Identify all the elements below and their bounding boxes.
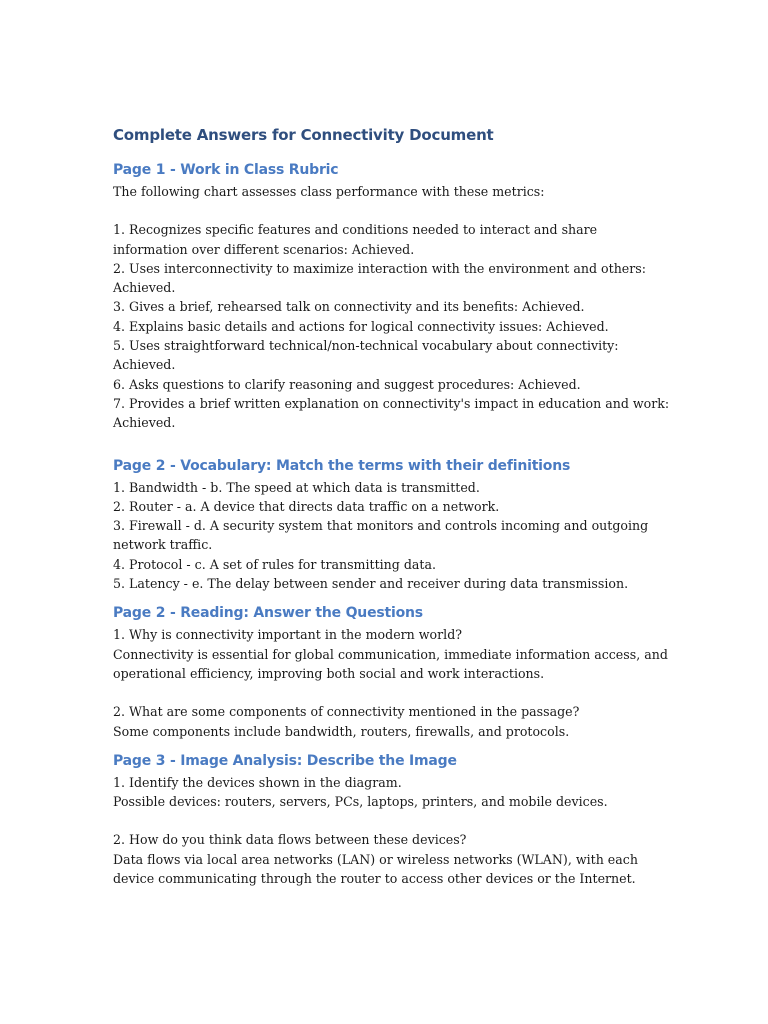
section-heading-reading: Page 2 - Reading: Answer the Questions xyxy=(113,605,423,622)
rubric-item: 7. Provides a brief written explanation on connectivity's impact in education and work: Achieved. xyxy=(113,395,670,431)
section-heading-rubric: Page 1 - Work in Class Rubric xyxy=(113,162,339,178)
section-vocabulary xyxy=(113,456,673,594)
reading-question: 1. Why is connectivity important in the modern world? xyxy=(113,627,463,643)
reading-answer: Connectivity is essential for global communication, immediate information access, and operational efficiency, improving both social and work interactions. xyxy=(113,646,668,681)
paragraph-gap xyxy=(113,811,673,830)
section-rubric xyxy=(113,160,673,433)
vocabulary-item: 2. Router - a. A device that directs data traffic on a network. xyxy=(113,498,500,514)
rubric-item: 6. Asks questions to clarify reasoning and suggest procedures: Achieved. xyxy=(113,376,581,392)
rubric-intro: The following chart assesses class performance with these metrics: xyxy=(113,184,545,199)
image-question: 2. How do you think data flows between these devices? xyxy=(113,832,467,848)
image-question: 1. Identify the devices shown in the diagram. xyxy=(113,774,402,790)
vocabulary-item: 3. Firewall - d. A security system that monitors and controls incoming and outgoing network traffic. xyxy=(113,518,649,553)
rubric-item: 3. Gives a brief, rehearsed talk on connectivity and its benefits: Achieved. xyxy=(113,299,585,315)
document-page xyxy=(113,124,673,888)
vocabulary-item: 1. Bandwidth - b. The speed at which data is transmitted. xyxy=(113,479,480,495)
rubric-item: 5. Uses straightforward technical/non-technical vocabulary about connectivity: Achieved. xyxy=(113,338,619,373)
paragraph-gap xyxy=(113,683,673,702)
section-heading-vocabulary: Page 2 - Vocabulary: Match the terms with their definitions xyxy=(113,457,571,474)
rubric-item: 2. Uses interconnectivity to maximize interaction with the environment and others: Achieved. xyxy=(113,260,646,296)
image-answer: Data flows via local area networks (LAN) or wireless networks (WLAN), with each device communicating through the router to access other devices or the Internet. xyxy=(113,851,638,887)
reading-question: 2. What are some components of connectivity mentioned in the passage? xyxy=(113,704,580,720)
rubric-item: 4. Explains basic details and actions for logical connectivity issues: Achieved. xyxy=(113,318,609,334)
section-heading-image-analysis: Page 3 - Image Analysis: Describe the Image xyxy=(113,752,457,769)
section-image-analysis xyxy=(113,751,673,888)
rubric-item: 1. Recognizes specific features and conditions needed to interact and share information over different scenarios: Achieved. xyxy=(113,222,598,257)
image-answer: Possible devices: routers, servers, PCs, laptops, printers, and mobile devices. xyxy=(113,794,608,810)
section-reading xyxy=(113,603,673,740)
document-title: Complete Answers for Connectivity Document xyxy=(113,126,494,144)
paragraph-gap xyxy=(113,201,673,220)
vocabulary-item: 5. Latency - e. The delay between sender and receiver during data transmission. xyxy=(113,576,629,592)
vocabulary-item: 4. Protocol - c. A set of rules for transmitting data. xyxy=(113,556,436,572)
reading-answer: Some components include bandwidth, routers, firewalls, and protocols. xyxy=(113,723,570,739)
